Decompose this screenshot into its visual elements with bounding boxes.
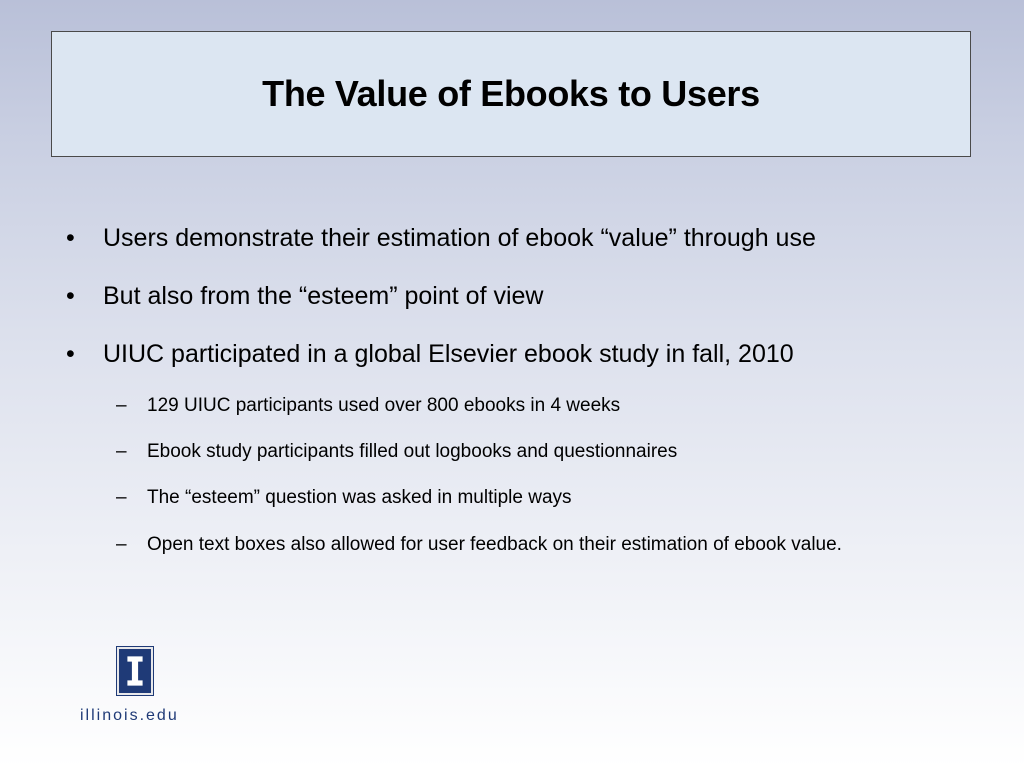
sub-bullet-mark: – <box>116 534 127 555</box>
sub-bullet-text: Open text boxes also allowed for user feedback on their estimation of ebook value. <box>147 534 842 555</box>
sub-bullet-mark: – <box>116 441 127 462</box>
sub-bullet-text: The “esteem” question was asked in multiple ways <box>147 487 572 508</box>
bullet-text: UIUC participated in a global Elsevier ebook study in fall, 2010 <box>103 340 794 368</box>
sub-bullet-mark: – <box>116 395 127 416</box>
illinois-logo <box>80 645 192 725</box>
bullet-text: Users demonstrate their estimation of ebook “value” through use <box>103 224 816 252</box>
slide-title: The Value of Ebooks to Users <box>262 73 760 114</box>
bullet-text: But also from the “esteem” point of view <box>103 282 544 310</box>
bullet-mark: • <box>66 340 75 368</box>
bullet-mark: • <box>66 224 75 252</box>
sub-bullet-text: Ebook study participants filled out logbooks and questionnaires <box>147 441 678 462</box>
bullet-mark: • <box>66 282 75 310</box>
sub-bullet-mark: – <box>116 487 127 508</box>
title-box <box>51 31 971 157</box>
sub-bullet-text: 129 UIUC participants used over 800 ebooks in 4 weeks <box>147 395 621 416</box>
illinois-block-i-icon <box>117 647 153 695</box>
logo-text: illinois.edu <box>80 707 179 724</box>
